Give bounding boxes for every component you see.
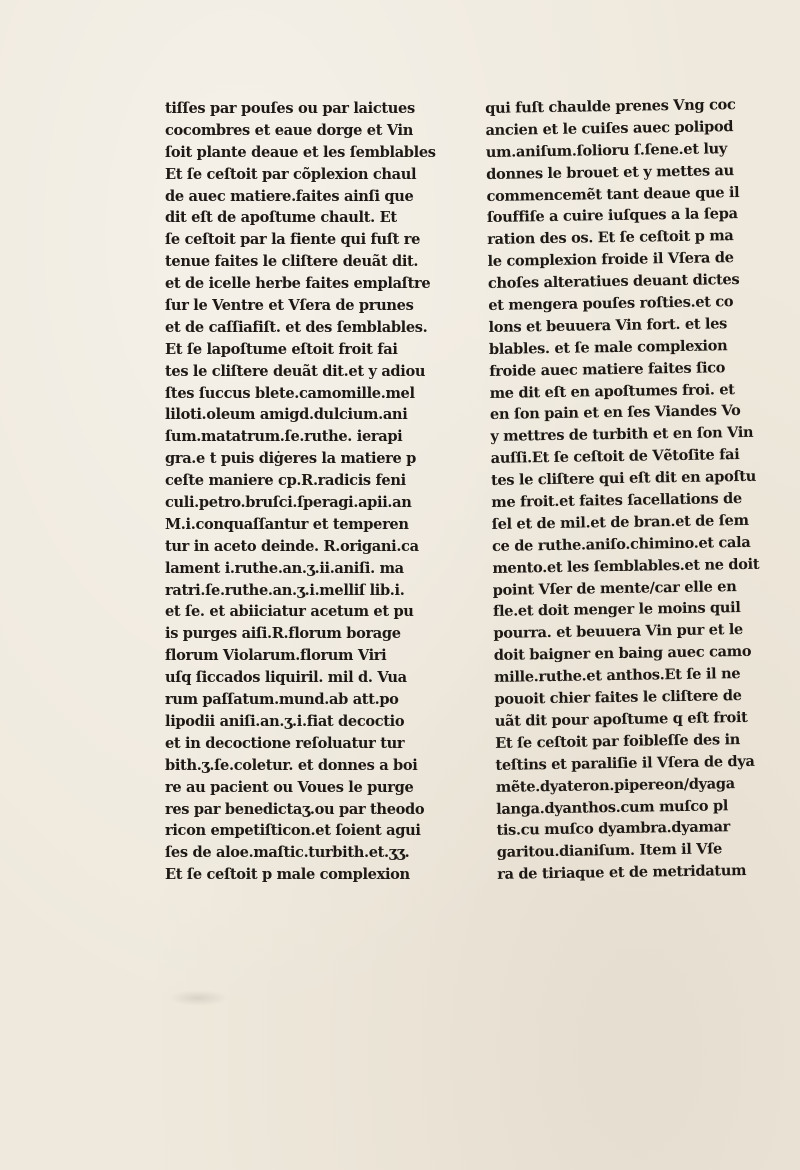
text-line: um.aniſum.ſolioru ſ.ſene.et luy bbox=[485, 139, 728, 161]
text-line: et de caſſiafiſt. et des ſemblables. bbox=[165, 318, 428, 336]
text-line: Et ſe ceſtoit p male complexion bbox=[165, 866, 410, 884]
text-line: doit baigner en baing auec camo bbox=[493, 643, 752, 665]
text-line: pouoit chier faites le cliſtere de bbox=[494, 687, 742, 708]
text-line: ancien et le cuiſes auec polipod bbox=[485, 117, 734, 139]
text-line: en ſon pain et en ſes Viandes Vo bbox=[489, 402, 741, 424]
text-line: Et ſe ceſtoit par cõplexion chaul bbox=[165, 165, 417, 183]
text-line: tiſſes par pouſes ou par laictues bbox=[165, 100, 415, 117]
text-line: et ſe. et abiiciatur acetum et pu bbox=[165, 603, 414, 621]
text-line: ce de ruthe.aniſo.chimino.et cala bbox=[491, 533, 751, 555]
text-line: tes le cliſtere qui eſt dit en apoſtu bbox=[490, 467, 757, 490]
text-line: auſſi.Et ſe ceſtoit de Vẽtoſite fai bbox=[490, 446, 740, 468]
text-line: de auec matiere.faites ainſi que bbox=[165, 187, 414, 205]
text-line: Et ſe lapoſtume eſtoit froit fai bbox=[165, 340, 398, 358]
text-line: et in decoctione reſoluatur tur bbox=[165, 734, 405, 752]
right-text-column bbox=[485, 93, 800, 886]
text-line: lipodii aniſi.an.ʒ.i.fiat decoctio bbox=[165, 712, 405, 730]
text-line: rum paſſatum.mund.ab att.po bbox=[165, 691, 399, 709]
text-line: blables. et ſe male complexion bbox=[488, 337, 728, 358]
text-line: is purges aiſi.R.florum borage bbox=[165, 625, 401, 643]
text-line: florum Violarum.florum Viri bbox=[165, 647, 387, 665]
text-line: gra.e t puis diġeres la matiere p bbox=[165, 450, 417, 468]
text-line: ſouffiſe a cuire iuſques a la ſepa bbox=[486, 205, 738, 227]
text-line: pourra. et beuuera Vin pur et le bbox=[493, 621, 744, 643]
text-line: qui fuſt chaulde prenes Vng coc bbox=[485, 96, 736, 117]
text-line: froide auec matiere faites ſico bbox=[489, 358, 726, 380]
text-line: mille.ruthe.et anthos.Et ſe il ne bbox=[493, 665, 741, 687]
text-line: ra de tiriaque et de metridatum bbox=[497, 862, 747, 884]
text-line: ſur le Ventre et Vſera de prunes bbox=[165, 297, 414, 315]
text-line: uſq ſiccados liquiril. mil d. Vua bbox=[165, 669, 407, 687]
text-line: ſum.matatrum.ſe.ruthe. ierapi bbox=[165, 428, 403, 446]
text-line: bith.ʒ.ſe.coletur. et donnes a boi bbox=[165, 756, 418, 774]
text-line: uãt dit pour apoſtume q eſt froit bbox=[494, 708, 748, 730]
text-line: re au pacient ou Voues le purge bbox=[165, 778, 414, 796]
text-line: teſtins et paraliſie il Vſera de dya bbox=[495, 752, 755, 774]
text-line: tur in aceto deinde. R.origani.ca bbox=[165, 537, 419, 555]
text-line: cocombres et eaue dorge et Vin bbox=[165, 121, 414, 139]
text-line: donnes le brouet et y mettes au bbox=[486, 161, 734, 183]
text-line: liloti.oleum amigd.dulcium.ani bbox=[165, 406, 408, 424]
text-line: culi.petro.bruſci.ſperagi.apii.an bbox=[165, 494, 412, 512]
text-line: commencemẽt tant deaue que il bbox=[486, 183, 740, 205]
text-line: ratri.ſe.ruthe.an.ʒ.i.melliſ lib.i. bbox=[165, 581, 405, 599]
text-line: mẽte.dyateron.pipereon/dyaga bbox=[495, 774, 735, 796]
text-line: fle.et doit menger le moins quil bbox=[492, 599, 741, 621]
text-line: ſtes ſuccus blete.camomille.mel bbox=[165, 384, 415, 402]
text-line: ceſte maniere cp.R.radicis feni bbox=[165, 472, 406, 490]
text-line: tis.cu muſco dyambra.dyamar bbox=[496, 818, 731, 840]
text-line: et de icelle herbe faites emplaſtre bbox=[165, 275, 431, 293]
text-line: res par benedictaʒ.ou par theodo bbox=[165, 800, 425, 818]
ink-smudge bbox=[168, 990, 228, 1006]
left-text-column bbox=[165, 98, 485, 886]
text-line: choſes alteratiues deuant dictes bbox=[487, 271, 740, 293]
text-line: me froit.et faites ſacellations de bbox=[491, 490, 743, 511]
text-line: lament i.ruthe.an.ʒ.ii.aniſi. ma bbox=[165, 559, 404, 577]
text-line: Et ſe ceſtoit par foibleſſe des in bbox=[495, 730, 741, 752]
text-line: mento.et les ſemblables.et ne doit bbox=[492, 555, 760, 577]
text-line: langa.dyanthos.cum muſco pl bbox=[496, 796, 729, 818]
text-line: ſe ceſtoit par la fiente qui fuſt re bbox=[165, 231, 421, 249]
text-line: ſes de aloe.maſtic.turbith.et.ʒʒ. bbox=[165, 844, 410, 862]
text-line: ſel et de mil.et de bran.et de ſem bbox=[491, 511, 749, 533]
text-line: me dit eſt en apoſtumes froi. et bbox=[489, 380, 735, 402]
text-line: tes le cliſtere deuãt dit.et y adiou bbox=[165, 362, 426, 380]
text-line: point Vſer de mente/car elle en bbox=[492, 577, 737, 599]
text-line: dit eſt de apoſtume chault. Et bbox=[165, 209, 397, 227]
text-line: M.i.conquaſſantur et temperen bbox=[165, 515, 409, 533]
text-line: et mengera pouſes roſties.et co bbox=[488, 293, 734, 314]
text-line: le complexion froide il Vſera de bbox=[487, 249, 734, 271]
text-line: ration des os. Et ſe ceſtoit p ma bbox=[487, 227, 734, 249]
text-line: lons et beuuera Vin fort. et les bbox=[488, 315, 728, 336]
text-line: ſoit plante deaue et les ſemblables bbox=[165, 143, 436, 161]
text-line: garitou.dianiſum. Item il Vſe bbox=[496, 840, 723, 862]
text-line: tenue faites le cliſtere deuãt dit. bbox=[165, 253, 419, 271]
text-line: ricon empetiſticon.et ſoient agui bbox=[165, 822, 421, 840]
text-line: y mettres de turbith et en ſon Vin bbox=[490, 424, 754, 446]
